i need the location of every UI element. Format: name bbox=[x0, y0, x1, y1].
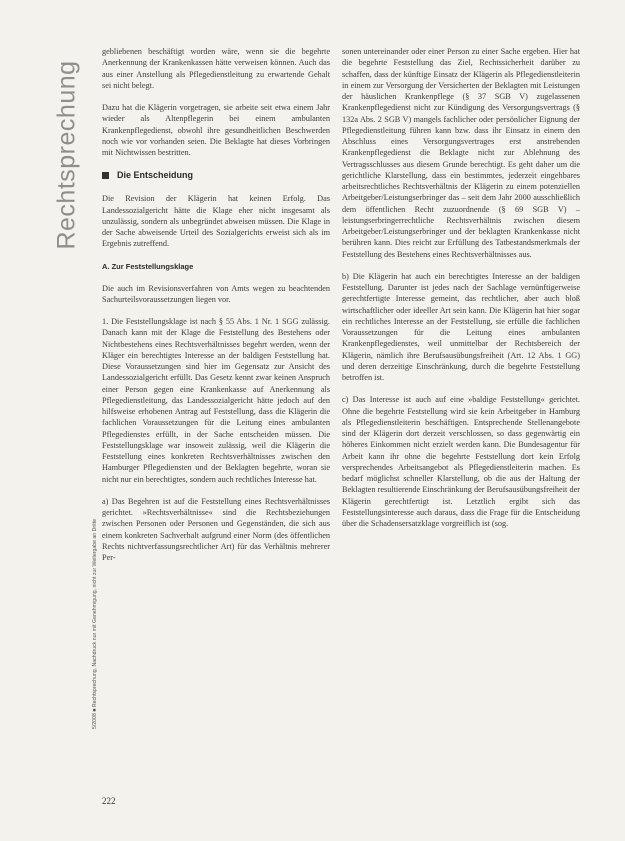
running-head-label: Rechtsprechung bbox=[52, 60, 81, 250]
square-bullet-icon bbox=[102, 172, 109, 179]
side-note-text: 5/2008 ■ Rechtsprechung, Nachdruck nur mit Genehmigung, nicht zur Weitergabe an Dritte bbox=[92, 518, 98, 730]
paragraph: gebliebenen beschäftigt worden wäre, wenn sie die begehrte Anerkennung der Krankenkassen hätte verweisen können. Auch das aus einer Anstellung als Pflegedienstleitung zu erwartende Gehalt sei nicht belegt. bbox=[102, 47, 330, 90]
running-head bbox=[52, 40, 82, 270]
paragraph: b) Die Klägerin hat auch ein berechtigtes Interesse an der baldigen Feststellung. Darunter ist jedes nach der Sachlage vernünftigerweise gerechtfertigte Interesse gemeint, das rechtlicher, aber auch bloß wirtschaftlicher oder ideeller Art sein kann. Die Klägerin hat hier sogar ein rechtliches Interesse an der Feststellung, sie erfülle die fachlichen Voraussetzungen für die Leitung eines ambulanten Krankenpflegedienstes, weil unmittelbar der Rechtsbereich der Klägerin, nämlich ihre Berufsausübungsfreiheit (Art. 12 Abs. 1 GG) und deren derzeitige Einschränkung, durch die begehrte Feststellung betroffen ist. bbox=[342, 271, 580, 382]
paragraph: Die auch im Revisionsverfahren von Amts wegen zu beachtenden Sachurteilsvoraussetzungen liegen vor. bbox=[102, 283, 330, 304]
paragraph: 1. Die Feststellungsklage ist nach § 55 Abs. 1 Nr. 1 SGG zulässig. Danach kann mit der Klage die Feststellung des Bestehens oder Nichtbestehens eines Rechtsverhältnisses begehrt werden, wenn der Kläger ein berechtigtes Interesse an der baldigen Feststellung hat. Diese Voraussetzungen sind hier im Gegensatz zur Ansicht des Landessozialgericht erfüllt. Das Gesetz kennt zwar keinen Anspruch einer Person gegen eine Krankenkasse auf Anerkennung als Pflegedienstleitung, das Landessozialgericht hätte jedoch auf den hilfsweise erhobenen Antrag auf Feststellung, dass die Klägerin die fachlichen Voraussetzungen für die Leitung eines ambulanten Pflegedienstes erfüllt, in der Sache entscheiden müssen. Die Feststellungsklage war insoweit zulässig, weil die Klägerin die Feststellung eines konkreten Rechtsverhältnisses zwischen den Hamburger Pflegediensten und der Beklagten begehrte, woran sie nicht nur ein berechtigtes, sondern auch rechtliches Interesse hat. bbox=[102, 317, 330, 484]
section-heading bbox=[102, 169, 330, 181]
paragraph: Die Revision der Klägerin hat keinen Erfolg. Das Landessozialgericht hätte die Klage eher nicht insgesamt als unzulässig, sondern als unbegründet abweisen müssen. Die Klage in der Sache abweisende Urteil des Sozialgerichts erweist sich als im Ergebnis zutreffend. bbox=[102, 194, 330, 249]
paragraph: Dazu hat die Klägerin vorgetragen, sie arbeite seit etwa einem Jahr wieder als Altenpflegerin bei einem ambulanten Krankenpflegedienst, obwohl ihre gesundheitlichen Beschwerden noch wie vor vorhanden seien. Die Beklagte hat dieses Vorbringen mit Nichtwissen bestritten. bbox=[102, 103, 330, 157]
section-heading-label: Die Entscheidung bbox=[117, 170, 194, 181]
page-number: 222 bbox=[102, 796, 116, 806]
side-note bbox=[88, 508, 102, 740]
subsection-heading: A. Zur Feststellungsklage bbox=[102, 261, 194, 271]
left-column bbox=[102, 46, 330, 563]
paragraph: sonen untereinander oder einer Person zu einer Sache ergeben. Hier hat die begehrte Feststellung das Ziel, Rechtssicherheit darüber zu schaffen, dass der künftige Einsatz der Klägerin als Pflegedienstleiterin in einem zur Versorgung der Versicherten der Beklagten mit Leistungen der häuslichen Krankenpflege (§ 37 SGB V) zugelassenen Krankenpflegedienst nicht zur Kündigung des Versorgungsvertrags (§ 132a Abs. 2 SGB V) mangels fachlicher oder persönlicher Eignung der Pflegedienstleitung führen kann bzw. dass ihr Einsatz in einem den Abschluss eines Versorgungsvertrages erst anstrebenden Krankenpflegedienst die Beklagte nicht zur Ablehnung des Vertragsschlusses aus diesem Grunde berechtigt. Es geht daher um die gerichtliche Klarstellung, dass ein bestimmtes, jederzeit eingehbares arbeitsrechtliches Rechtsverhältnis der Klägerin zu einem potenziellen Arbeitgeber/Leistungserbringer das – seit dem Jahr 2000 ausschließlich dem öffentlichen Recht zuzuordnende (§ 69 SGB V) – leistungserbringerrechtliche Rechtsverhältnis zwischen diesem Arbeitgeber/Leistungserbringer und der beklagten Krankenkasse nicht berühren kann. Dies reicht zur Erfüllung des Tatbestandsmerkmals der Feststellung des Bestehens eines Rechtsverhältnisses aus. bbox=[342, 47, 580, 259]
right-column bbox=[342, 46, 580, 529]
paragraph: a) Das Begehren ist auf die Feststellung eines Rechtsverhältnisses gerichtet. »Rechtsverhältnisse« sind die Rechtsbeziehungen zwischen Personen oder Personen und Gegenständen, die sich aus einem konkreten Sachverhalt aufgrund einer Norm (des öffentlichen Rechts nichtverfassungsrechtlicher Art) für das Verhältnis mehrerer Per- bbox=[102, 496, 330, 562]
paragraph: c) Das Interesse ist auch auf eine »baldige Feststellung« gerichtet. Ohne die begehrte Feststellung wird sie kein Arbeitgeber in Hamburg als Pflegedienstleiterin beschäftigen. Entsprechende Stellenangebote sind der Klägerin dort derzeit verschlossen, so dass gegenwärtig ein höheres Einkommen nicht erzielt werden kann. Die Bundesagentur für Arbeit kann ihr ohne die begehrte Feststellung dort kein Erfolg versprechendes Arbeitsangebot als Pflegedienstleiterin machen. Es bedarf möglichst schneller Klarstellung, ob die aus der Haltung der Beklagten resultierende Einschränkung der Berufsausübungsfreiheit der Klägerin gerechtfertigt ist. Letztlich ergibt sich das Feststellungsinteresse auch daraus, dass die Frage für die Entscheidung über die Schadensersatzklage vorgreiflich ist (sog. bbox=[342, 395, 580, 528]
